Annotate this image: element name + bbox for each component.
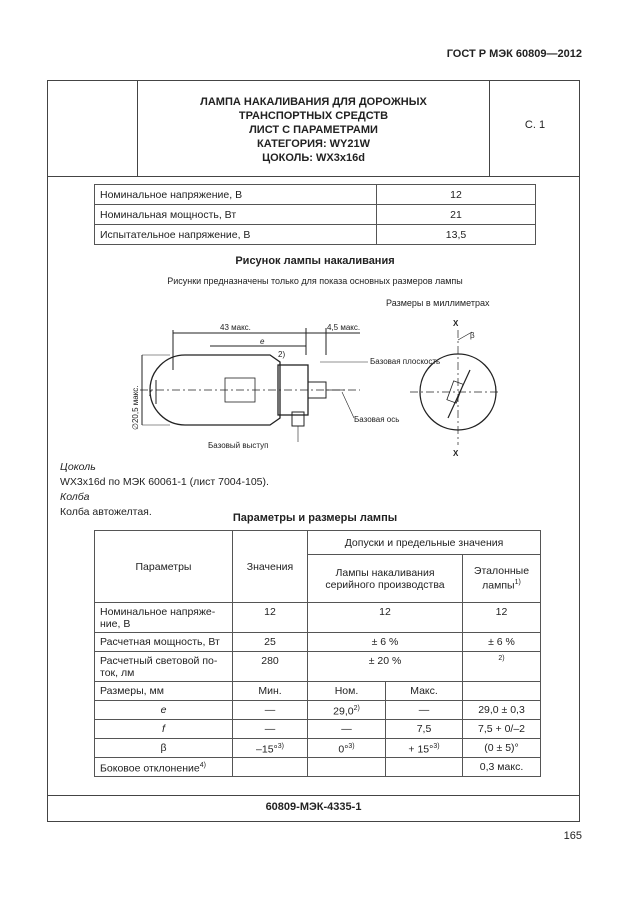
table-row: e — 29,0$^{2)}$ — 29,0 ± 0,3 <box>95 701 541 720</box>
header-divider-bottom <box>47 176 580 177</box>
sheet-code: 60809-МЭК-4335-1 <box>265 801 362 813</box>
lamp-drawing <box>130 310 510 460</box>
table-row: Номинальное напряже-ние, В 12 12 12 <box>95 603 541 633</box>
summary-table <box>94 184 536 245</box>
table-row: Испытательное напряжение, В 13,5 <box>95 225 536 245</box>
table-row: f — — 7,5 7,5 + 0/–2 <box>95 720 541 739</box>
x-bottom-label: X <box>453 449 459 458</box>
base-lug-label: Базовый выступ <box>208 441 269 450</box>
table-row: Расчетная мощность, Вт 25 ± 6 % ± 6 % <box>95 633 541 652</box>
base-axis-label: Базовая ось <box>354 415 400 424</box>
sheet-title: ЛАМПА НАКАЛИВАНИЯ ДЛЯ ДОРОЖНЫХ ТРАНСПОРТНЫХ СРЕДСТВ ЛИСТ С ПАРАМЕТРАМИ КАТЕГОРИЯ: WY21W ЦОКОЛЬ: WX3x16d <box>200 96 427 164</box>
table-row: Размеры, мм Мин. Ном. Макс. <box>95 682 541 701</box>
beta-label: β <box>470 331 475 340</box>
note-2: 2) <box>278 350 286 359</box>
bulb-text: Колба автожелтая. <box>60 506 152 518</box>
dim-diameter-label: ∅20,5 макс. <box>131 385 140 430</box>
figure-title: Рисунок лампы накаливания <box>235 255 395 267</box>
page-number: 165 <box>563 830 582 842</box>
footer-divider <box>47 795 580 796</box>
base-heading: Цоколь <box>60 461 96 473</box>
bulb-heading: Колба <box>60 491 90 503</box>
params-table-title: Параметры и размеры лампы <box>232 512 398 524</box>
table-row: Номинальное напряжение, В 12 <box>95 185 536 205</box>
params-table <box>94 530 541 777</box>
table-row: Боковое отклонение$^{4)}$ 0,3 макс. <box>95 758 541 777</box>
figure-units: Размеры в миллиметрах <box>386 298 490 308</box>
dim-f-label: f <box>149 389 152 398</box>
base-plane-label: Базовая плоскость <box>370 357 441 366</box>
sheet-number: С. 1 <box>524 119 546 131</box>
standard-number: ГОСТ Р МЭК 60809—2012 <box>446 48 582 60</box>
table-row: Расчетный световой по-ток, лм 280 ± 20 % $^{2)}$ <box>95 652 541 682</box>
x-top-label: X <box>453 319 459 328</box>
dim-e-label: e <box>260 337 265 346</box>
figure-note: Рисунки предназначены только для показа основных размеров лампы <box>167 276 463 286</box>
base-lug <box>292 412 304 426</box>
table-row: β –15°$^{3)}$ 0°$^{3)}$ + 15°$^{3)}$ (0 ± 5)° <box>95 739 541 758</box>
dim-43-label: 43 макс. <box>220 323 251 332</box>
dim-45-label: 4,5 макс. <box>327 323 361 332</box>
table-row: Номинальная мощность, Вт 21 <box>95 205 536 225</box>
notes <box>60 460 269 520</box>
base-text: WX3x16d по МЭК 60061-1 (лист 7004-105). <box>60 476 269 488</box>
table-row: Параметры Значения Допуски и предельные значения <box>95 531 541 555</box>
table-row: Лампы накаливания серийного производства Эталонные лампы$^{1)}$ <box>95 555 541 603</box>
